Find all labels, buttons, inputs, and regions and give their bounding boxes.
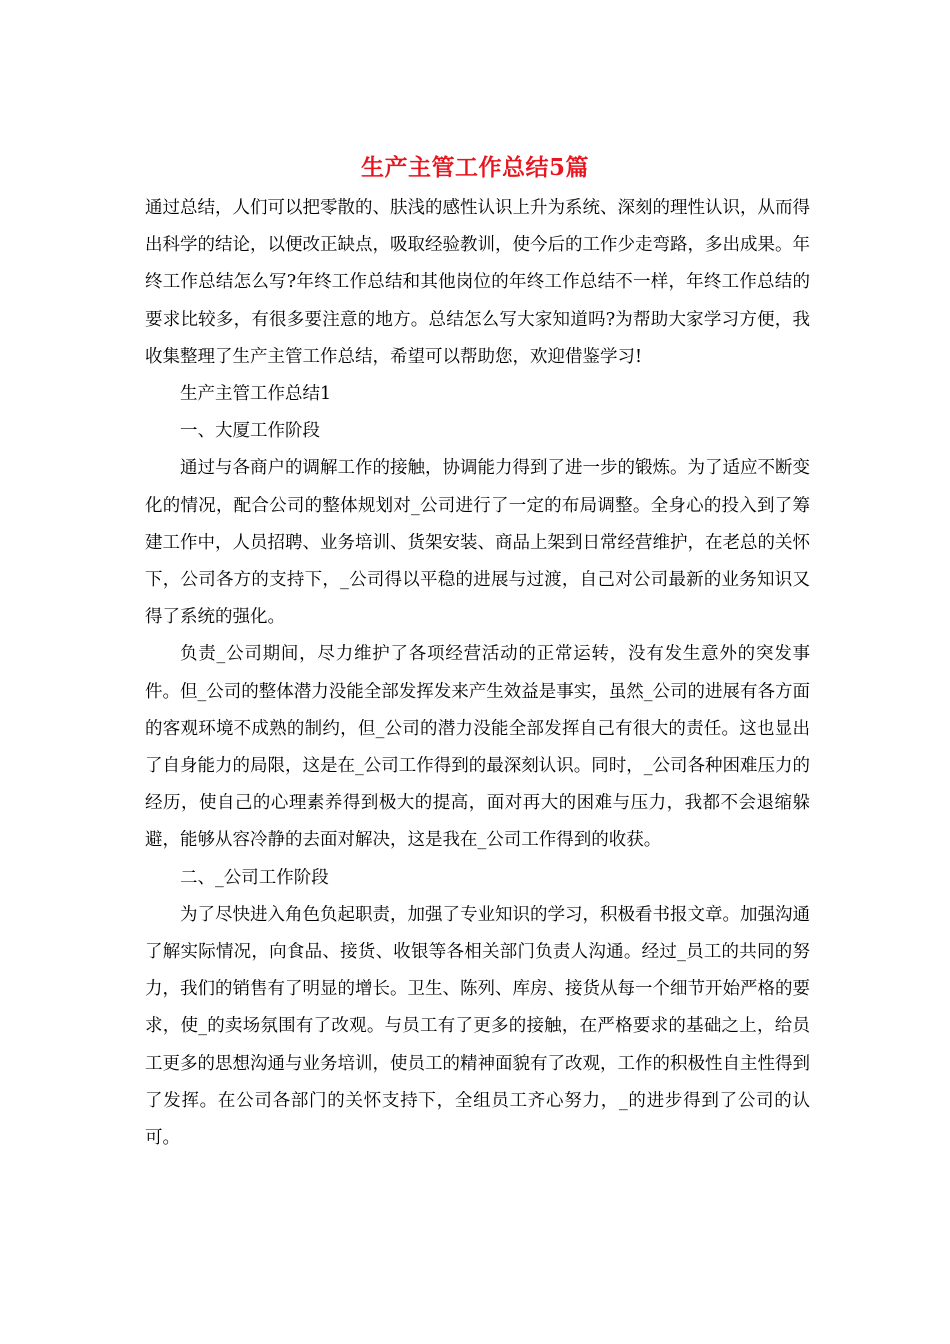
- intro-paragraph: 通过总结，人们可以把零散的、肤浅的感性认识上升为系统、深刻的理性认识，从而得出科学的结论，以便改正缺点，吸取经验教训，使今后的工作少走弯路，多出成果。年终工作总结怎么写?年终工作总结和其他岗位的年终工作总结不一样，年终工作总结的要求比较多，有很多要注意的地方。总结怎么写大家知道吗?为帮助大家学习方便，我收集整理了生产主管工作总结，希望可以帮助您，欢迎借鉴学习!: [145, 198, 810, 367]
- subsection-heading-company-stage: 二、_公司工作阶段: [180, 867, 329, 888]
- body-paragraph: 为了尽快进入角色负起职责，加强了专业知识的学习，积极看书报文章。加强沟通了解实际情况，向食品、接货、收银等各相关部门负责人沟通。经过_员工的共同的努力，我们的销售有了明显的增长。卫生、陈列、库房、接货从每一个细节开始严格的要求，使_的卖场氛围有了改观。与员工有了更多的接触，在严格要求的基础之上，给员工更多的思想沟通与业务培训，使员工的精神面貌有了改观，工作的积极性自主性得到了发挥。在公司各部门的关怀支持下，全组员工齐心努力，_的进步得到了公司的认可。: [145, 904, 810, 1149]
- subsection-heading-building-stage: 一、大厦工作阶段: [180, 421, 320, 442]
- section-heading-summary-1: 生产主管工作总结1: [180, 384, 332, 405]
- document-body: [145, 190, 810, 1157]
- body-paragraph: 负责_公司期间，尽力维护了各项经营活动的正常运转，没有发生意外的突发事件。但_公司的整体潜力没能全部发挥发来产生效益是事实，虽然_公司的进展有各方面的客观环境不成熟的制约，但_公司的潜力没能全部发挥自己有很大的责任。这也显出了自身能力的局限，这是在_公司工作得到的最深刻认识。同时，_公司各种困难压力的经历，使自己的心理素养得到极大的提高，面对再大的困难与压力，我都不会退缩躲避，能够从容冷静的去面对解决，这是我在_公司工作得到的收获。: [145, 644, 810, 851]
- body-paragraph: 通过与各商户的调解工作的接触，协调能力得到了进一步的锻炼。为了适应不断变化的情况，配合公司的整体规划对_公司进行了一定的布局调整。全身心的投入到了筹建工作中，人员招聘、业务培训、货架安装、商品上架到日常经营维护，在老总的关怀下，公司各方的支持下，_公司得以平稳的进展与过渡，自己对公司最新的业务知识又得了系统的强化。: [145, 458, 810, 628]
- document-title: 生产主管工作总结5篇: [360, 154, 589, 181]
